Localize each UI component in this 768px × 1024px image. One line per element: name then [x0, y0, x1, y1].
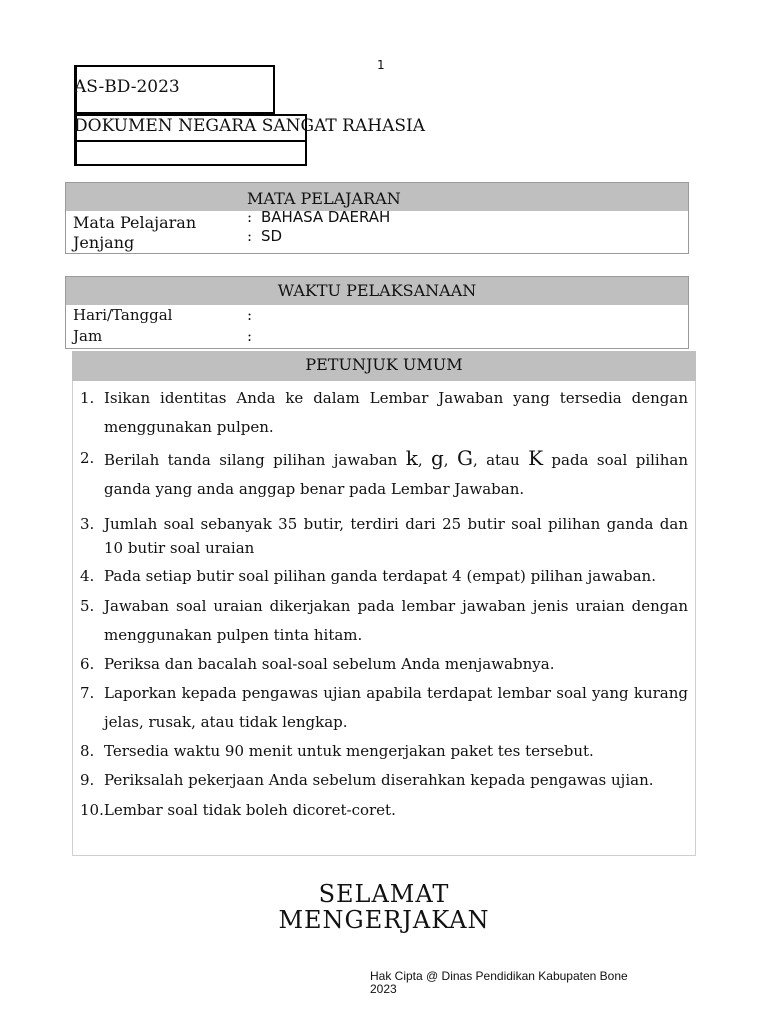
subject-value: BAHASA DAERAH	[261, 208, 391, 226]
item-text: Pada setiap butir soal pilihan ganda terdapat 4 (empat) pilihan jawaban.	[104, 567, 656, 585]
item-number: 5.	[80, 597, 95, 615]
item-text-part: pada soal pilihan ganda yang anda anggap benar pada Lembar Jawaban.	[104, 451, 688, 498]
subject-label: Mata Pelajaran	[73, 213, 197, 232]
item-text: Tersedia waktu 90 menit untuk mengerjakan paket tes tersebut.	[104, 742, 594, 760]
classification-label: DOKUMEN NEGARA SANGAT RAHASIA	[74, 116, 425, 136]
instructions-list	[80, 384, 688, 825]
item-number: 2.	[80, 449, 95, 467]
time-label: Jam	[73, 327, 103, 345]
item-text: Jawaban soal uraian dikerjakan pada lembar jawaban jenis uraian dengan menggunakan pulpen tinta hitam.	[104, 597, 688, 644]
list-item	[80, 512, 688, 560]
page-number: 1	[377, 58, 385, 72]
list-item	[80, 679, 688, 737]
item-text: Lembar soal tidak boleh dicoret-coret.	[103, 801, 396, 819]
list-item	[80, 444, 688, 504]
item-number: 7.	[80, 684, 95, 702]
list-item	[80, 737, 688, 766]
item-text-part: , atau	[472, 451, 529, 469]
item-number: 9.	[80, 771, 95, 789]
item-number: 4.	[80, 567, 95, 585]
time-colon: :	[247, 327, 253, 345]
date-label: Hari/Tanggal	[73, 306, 173, 324]
item-text-part: Berilah tanda silang pilihan jawaban	[104, 451, 406, 469]
list-item	[80, 650, 688, 679]
level-value: SD	[261, 227, 283, 245]
level-colon: :	[247, 227, 253, 245]
subject-heading-text: MATA PELAJARAN	[247, 189, 401, 208]
item-text: Isikan identitas Anda ke dalam Lembar Jawaban yang tersedia dengan menggunakan pulpen.	[104, 389, 688, 436]
list-item	[80, 384, 688, 442]
document-code: AS-BD-2023	[74, 77, 180, 97]
item-number: 3.	[80, 515, 95, 533]
answer-mark: g	[430, 446, 444, 470]
instructions-heading: PETUNJUK UMUM	[72, 351, 696, 381]
copyright-footer	[370, 970, 628, 996]
answer-mark: G	[456, 446, 473, 470]
item-text: Laporkan kepada pengawas ujian apabila terdapat lembar soal yang kurang jelas, rusak, atau tidak lengkap.	[104, 684, 688, 731]
copyright-line-2: 2023	[370, 982, 397, 996]
item-text: Periksalah pekerjaan Anda sebelum diserahkan kepada pengawas ujian.	[104, 771, 654, 789]
time-table-heading	[66, 277, 688, 305]
closing-line-2: MENGERJAKAN	[278, 906, 490, 934]
classification-divider	[74, 140, 307, 142]
item-number: 1.	[80, 389, 95, 407]
item-text-part: ,	[417, 451, 431, 469]
list-item	[80, 592, 688, 650]
item-text	[104, 444, 688, 504]
item-text: Periksa dan bacalah soal-soal sebelum Anda menjawabnya.	[104, 655, 555, 673]
item-number: 10.	[80, 801, 104, 819]
item-number: 6.	[80, 655, 95, 673]
item-text-part: ,	[443, 451, 457, 469]
list-item	[80, 766, 688, 795]
item-text: Jumlah soal sebanyak 35 butir, terdiri dari 25 butir soal pilihan ganda dan 10 butir soal uraian	[104, 515, 688, 557]
time-heading-text: WAKTU PELAKSANAAN	[277, 281, 477, 300]
item-number: 8.	[80, 742, 95, 760]
list-item	[80, 562, 688, 591]
list-item	[80, 796, 688, 825]
answer-mark: K	[528, 446, 544, 470]
level-label: Jenjang	[73, 233, 135, 252]
subject-colon: :	[247, 208, 253, 226]
closing-message	[0, 881, 768, 933]
answer-mark: k	[405, 446, 418, 470]
closing-line-1: SELAMAT	[318, 880, 450, 908]
date-colon: :	[247, 306, 253, 324]
copyright-line-1: Hak Cipta @ Dinas Pendidikan Kabupaten Bone	[370, 969, 628, 983]
